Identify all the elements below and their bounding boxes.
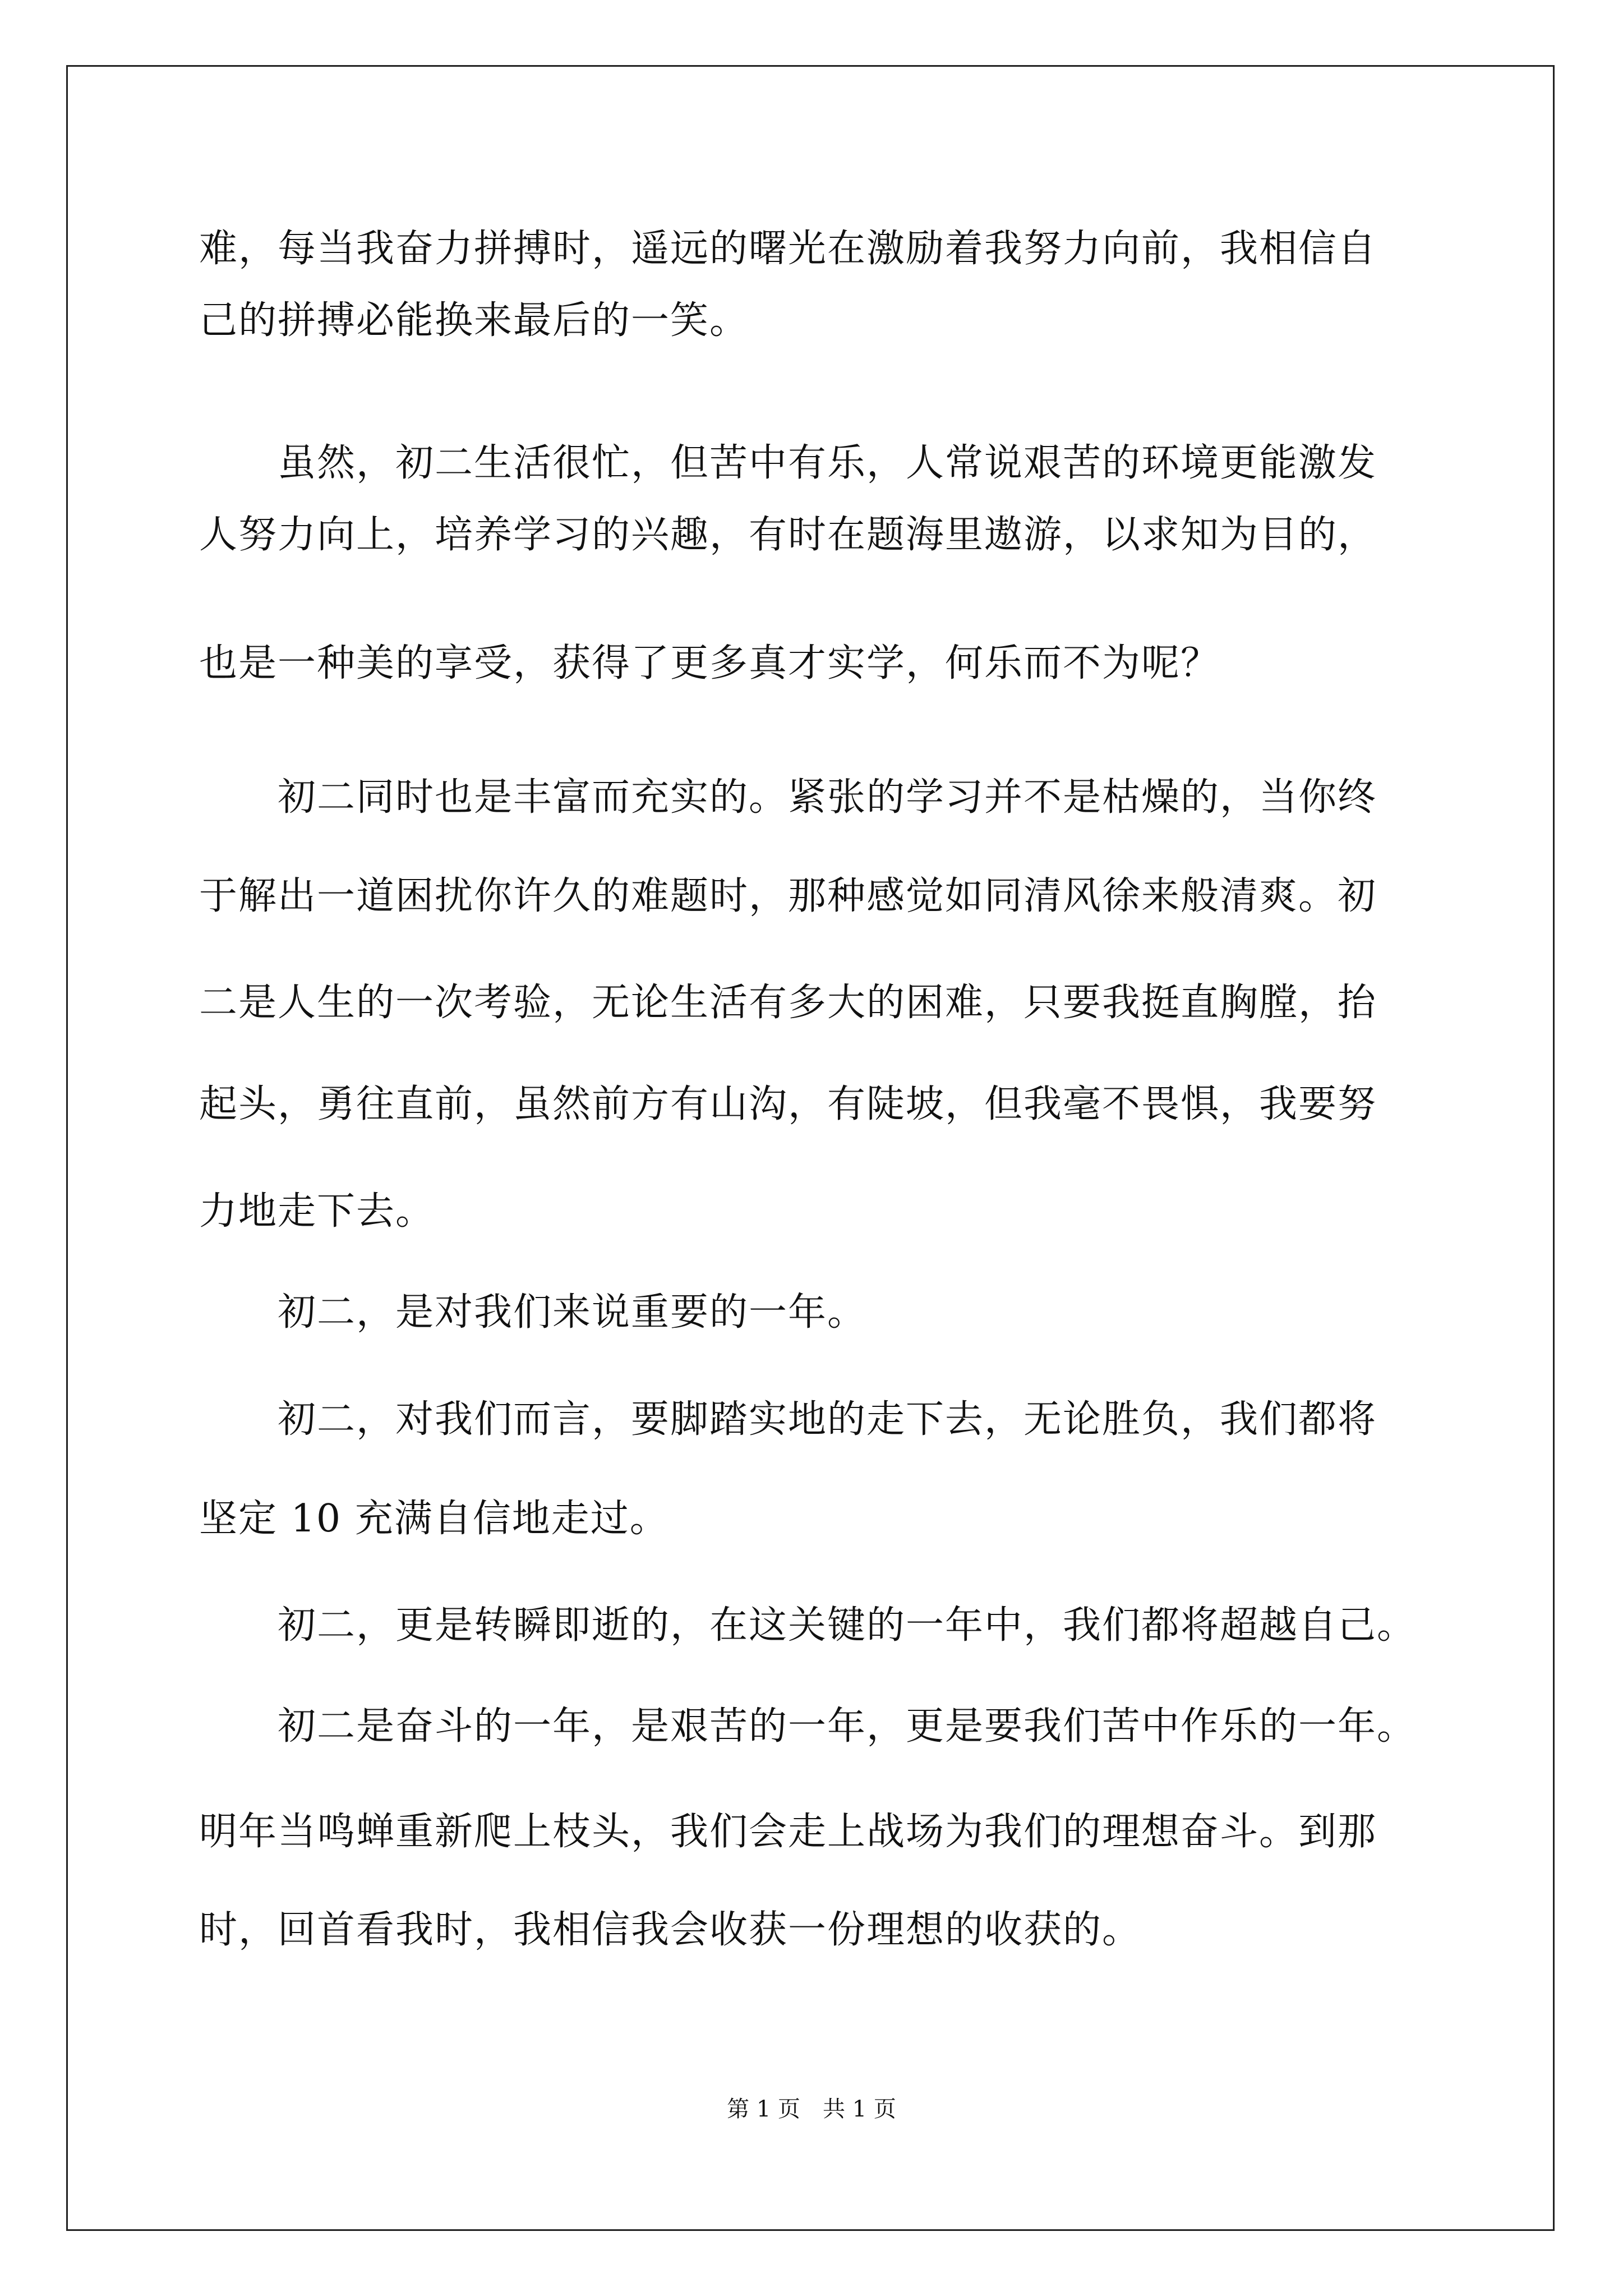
text-line: 初二，更是转瞬即逝的，在这关键的一年中，我们都将超越自己。 — [199, 1603, 1417, 1648]
page-footer: 第 1 页 共 1 页 — [727, 2096, 896, 2122]
text-line: 虽然，初二生活很忙，但苦中有乐，人常说艰苦的环境更能激发 — [199, 441, 1377, 485]
text-line: 初二，对我们而言，要脚踏实地的走下去，无论胜负，我们都将 — [199, 1397, 1377, 1442]
text-line: 时，回首看我时，我相信我会收获一份理想的收获的。 — [199, 1908, 1142, 1952]
text-line: 于解出一道困扰你许久的难题时，那种感觉如同清风徐来般清爽。初 — [199, 874, 1377, 918]
text-line: 二是人生的一次考验，无论生活有多大的困难，只要我挺直胸膛，抬 — [199, 981, 1377, 1025]
text-line: 初二是奋斗的一年，是艰苦的一年，更是要我们苦中作乐的一年。 — [199, 1704, 1417, 1749]
text-line: 起头，勇往直前，虽然前方有山沟，有陡坡，但我毫不畏惧，我要努 — [199, 1082, 1377, 1126]
text-line: 也是一种美的享受，获得了更多真才实学，何乐而不为呢？ — [199, 641, 1220, 685]
text-line: 初二同时也是丰富而充实的。紧张的学习并不是枯燥的，当你终 — [199, 775, 1377, 820]
text-line: 己的拼搏必能换来最后的一笑。 — [199, 298, 749, 343]
text-line: 坚定 10 充满自信地走过。 — [199, 1497, 669, 1541]
text-line: 力地走下去。 — [199, 1189, 435, 1234]
text-line: 难，每当我奋力拼搏时，遥远的曙光在激励着我努力向前，我相信自 — [199, 227, 1377, 271]
text-line: 初二，是对我们来说重要的一年。 — [199, 1290, 867, 1335]
text-line: 人努力向上，培养学习的兴趣，有时在题海里遨游，以求知为目的， — [199, 513, 1377, 557]
page-border — [66, 65, 1555, 2231]
text-line: 明年当鸣蝉重新爬上枝头，我们会走上战场为我们的理想奋斗。到那 — [199, 1810, 1377, 1854]
